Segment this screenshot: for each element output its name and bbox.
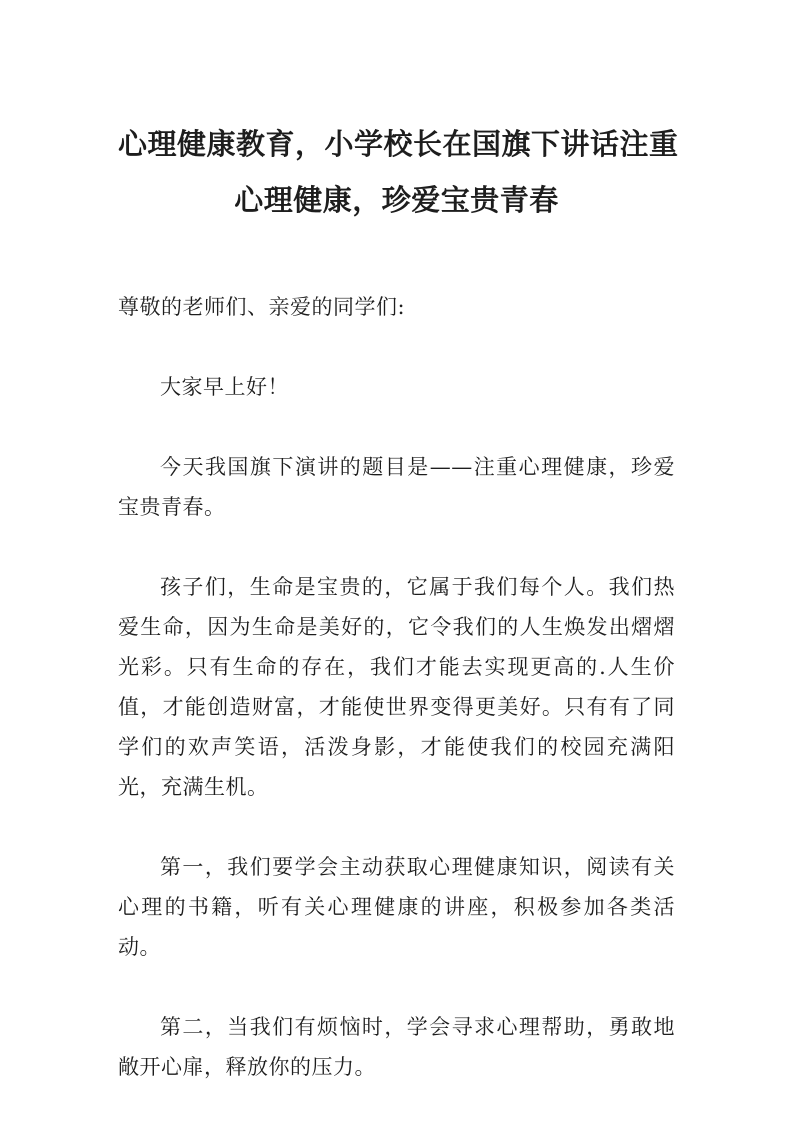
paragraph: 第一，我们要学会主动获取心理健康知识，阅读有关心理的书籍，听有关心理健康的讲座，积极参加各类活动。 [118, 855, 675, 959]
document-title [118, 116, 679, 228]
paragraph: 尊敬的老师们、亲爱的同学们: [118, 295, 406, 319]
document-title-line-2: 心理健康，珍爱宝贵青春 [234, 183, 559, 217]
paragraph: 第二，当我们有烦恼时，学会寻求心理帮助，勇敢地敞开心扉，释放你的压力。 [118, 1015, 675, 1079]
document-title-line-1: 心理健康教育，小学校长在国旗下讲话注重 [118, 127, 679, 161]
paragraph: 大家早上好！ [160, 375, 289, 399]
paragraph: 今天我国旗下演讲的题目是——注重心理健康，珍爱宝贵青春。 [118, 455, 675, 519]
document-body [118, 287, 675, 1087]
paragraph: 孩子们，生命是宝贵的，它属于我们每个人。我们热爱生命，因为生命是美好的，它令我们的人生焕发出熠熠光彩。只有生命的存在，我们才能去实现更高的.人生价值，才能创造财富，才能使世界变得更美好。只有有了同学们的欢声笑语，活泼身影，才能使我们的校园充满阳光，充满生机。 [118, 575, 675, 799]
